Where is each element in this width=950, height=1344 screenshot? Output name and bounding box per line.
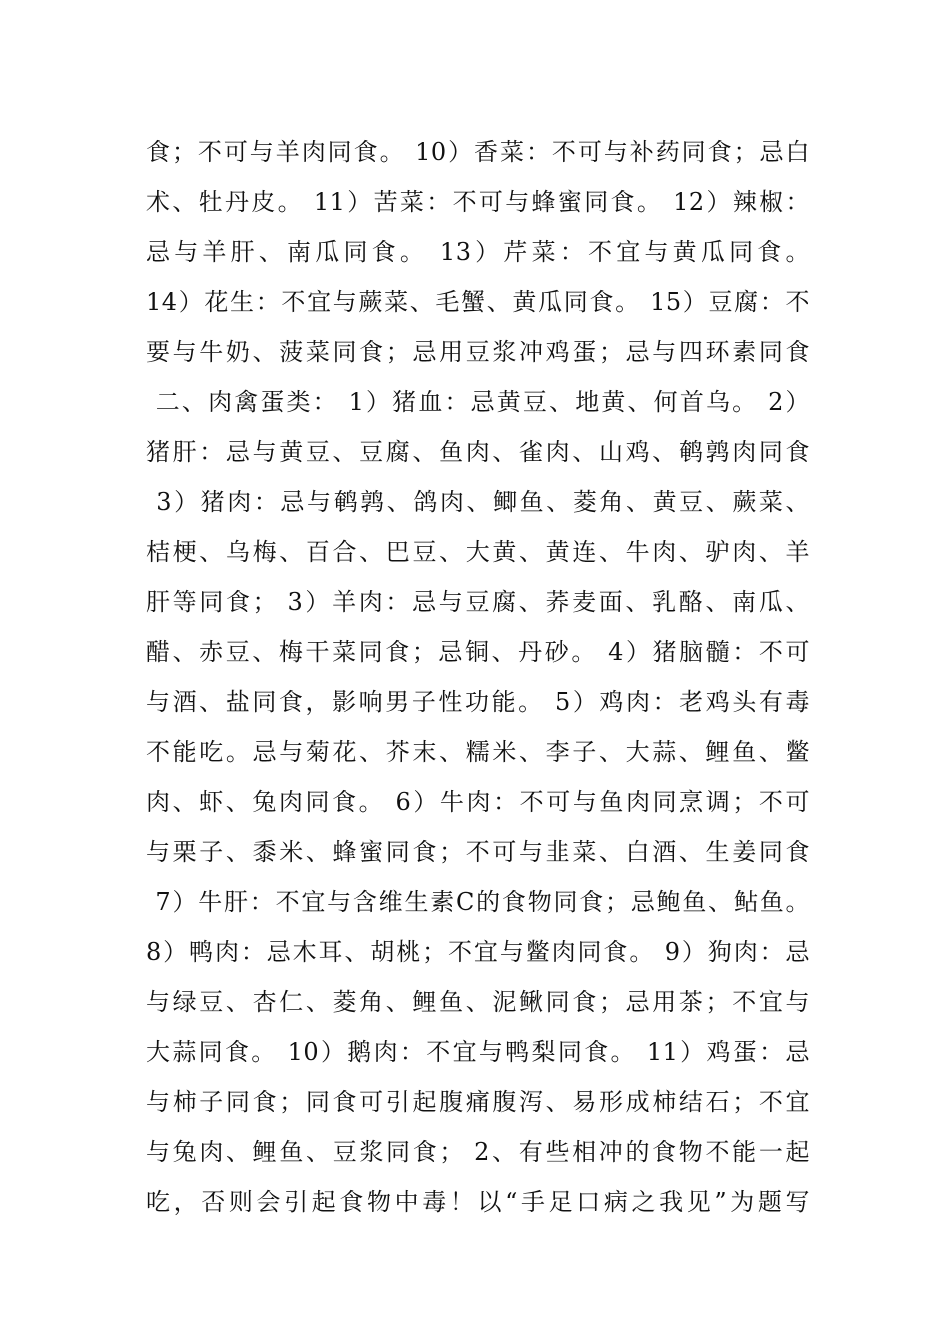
text-line-9: 桔梗、乌梅、百合、巴豆、大黄、黄连、牛肉、驴肉、羊 bbox=[146, 538, 810, 566]
text-line-7: 猪肝：忌与黄豆、豆腐、鱼肉、雀肉、山鸡、鹌鹑肉同食 bbox=[146, 438, 810, 466]
text-line-21: 与兔肉、鲤鱼、豆浆同食； 2、有些相冲的食物不能一起 bbox=[146, 1138, 810, 1166]
text-line-18: 与绿豆、杏仁、菱角、鲤鱼、泥鳅同食；忌用茶；不宜与 bbox=[146, 988, 810, 1016]
text-line-20: 与柿子同食；同食可引起腹痛腹泻、易形成柿结石；不宜 bbox=[146, 1088, 810, 1116]
text-line-5: 要与牛奶、菠菜同食；忌用豆浆冲鸡蛋；忌与四环素同食 bbox=[146, 338, 810, 366]
document-body bbox=[146, 127, 810, 1227]
text-line-15: 与栗子、黍米、蜂蜜同食；不可与韭菜、白酒、生姜同食 bbox=[146, 838, 810, 866]
text-line-6: 二、肉禽蛋类： 1）猪血：忌黄豆、地黄、何首乌。 2） bbox=[146, 388, 810, 416]
text-line-3: 忌与羊肝、南瓜同食。 13）芹菜：不宜与黄瓜同食。 bbox=[146, 238, 810, 266]
text-line-11: 醋、赤豆、梅干菜同食；忌铜、丹砂。 4）猪脑髓：不可 bbox=[146, 638, 810, 666]
text-line-14: 肉、虾、兔肉同食。 6）牛肉：不可与鱼肉同烹调；不可 bbox=[146, 788, 810, 816]
text-line-17: 8）鸭肉：忌木耳、胡桃；不宜与鳖肉同食。 9）狗肉：忌 bbox=[146, 938, 810, 966]
text-line-10: 肝等同食； 3）羊肉：忌与豆腐、荞麦面、乳酪、南瓜、 bbox=[146, 588, 810, 616]
text-line-4: 14）花生：不宜与蕨菜、毛蟹、黄瓜同食。 15）豆腐：不 bbox=[146, 288, 810, 316]
text-line-2: 术、牡丹皮。 11）苦菜：不可与蜂蜜同食。 12）辣椒： bbox=[146, 188, 810, 216]
text-line-13: 不能吃。忌与菊花、芥末、糯米、李子、大蒜、鲤鱼、鳖 bbox=[146, 738, 810, 766]
text-line-22: 吃，否则会引起食物中毒！以“手足口病之我见”为题写 bbox=[146, 1188, 810, 1216]
text-line-1: 食；不可与羊肉同食。 10）香菜：不可与补药同食；忌白 bbox=[146, 138, 810, 166]
text-line-19: 大蒜同食。 10）鹅肉：不宜与鸭梨同食。 11）鸡蛋：忌 bbox=[146, 1038, 810, 1066]
text-line-16: 7）牛肝：不宜与含维生素C的食物同食；忌鲍鱼、鲇鱼。 bbox=[146, 888, 810, 916]
text-line-12: 与酒、盐同食，影响男子性功能。 5）鸡肉：老鸡头有毒 bbox=[146, 688, 810, 716]
text-line-8: 3）猪肉：忌与鹌鹑、鸽肉、鲫鱼、菱角、黄豆、蕨菜、 bbox=[146, 488, 810, 516]
